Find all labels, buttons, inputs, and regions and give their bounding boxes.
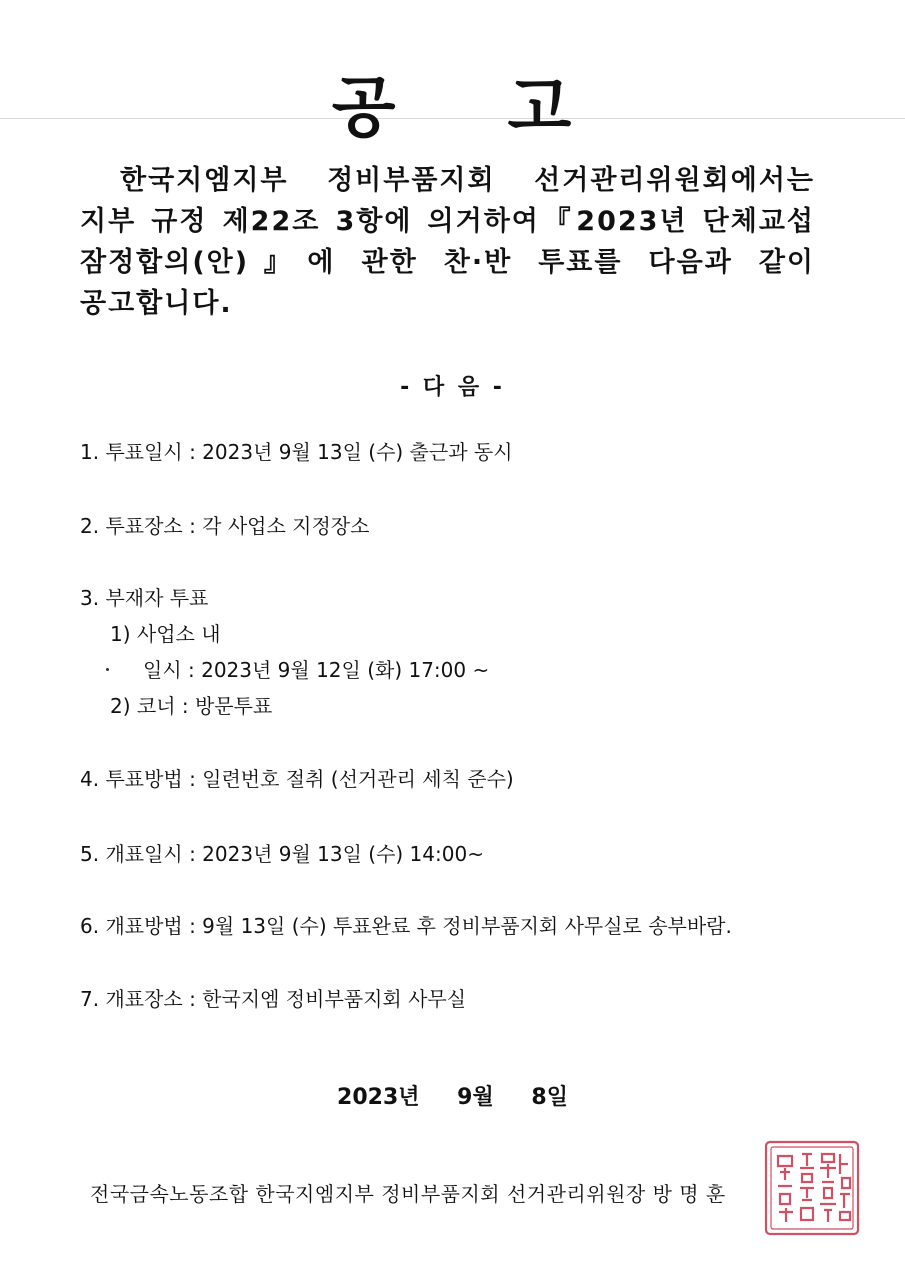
notice-date: 2023년 9월 8일 [337,1085,568,1110]
intro-line-3: 잠정합의(안)』에 관한 찬·반 투표를 다음과 같이 [80,247,815,278]
signature-line: 전국금속노동조합 한국지엠지부 정비부품지회 선거관리위원장 방 명 훈 [90,1182,726,1206]
item-voting-method: 4. 투표방법 : 일련번호 절취 (선거관리 세칙 준수) [80,767,514,791]
item-voting-place: 2. 투표장소 : 각 사업소 지정장소 [80,514,370,538]
title-char-1: 공 [331,69,398,146]
item-absentee-office-date: 일시 : 2023년 9월 12일 (화) 17:00 ~ [143,658,490,682]
item-absentee-voting: 3. 부재자 투표 [80,586,209,610]
intro-line-2: 지부 규정 제22조 3항에 의거하여『2023년 단체교섭 [80,206,815,237]
title-char-2: 고 [507,69,574,146]
intro-paragraph [80,160,815,324]
official-seal-stamp [762,1138,862,1238]
stray-mark [106,668,109,671]
intro-line-1: 한국지엠지부 정비부품지회 선거관리위원회에서는 [120,165,815,196]
item-absentee-corner: 2) 코너 : 방문투표 [110,694,273,718]
section-heading: - 다 음 - [400,375,505,400]
intro-line-4: 공고합니다. [80,288,233,319]
item-voting-date: 1. 투표일시 : 2023년 9월 13일 (수) 출근과 동시 [80,440,513,464]
item-counting-method: 6. 개표방법 : 9월 13일 (수) 투표완료 후 정비부품지회 사무실로 송부바람. [80,914,732,938]
page-title [0,68,905,148]
item-counting-date: 5. 개표일시 : 2023년 9월 13일 (수) 14:00~ [80,842,484,866]
item-counting-place: 7. 개표장소 : 한국지엠 정비부품지회 사무실 [80,987,467,1011]
item-absentee-office: 1) 사업소 내 [110,622,221,646]
